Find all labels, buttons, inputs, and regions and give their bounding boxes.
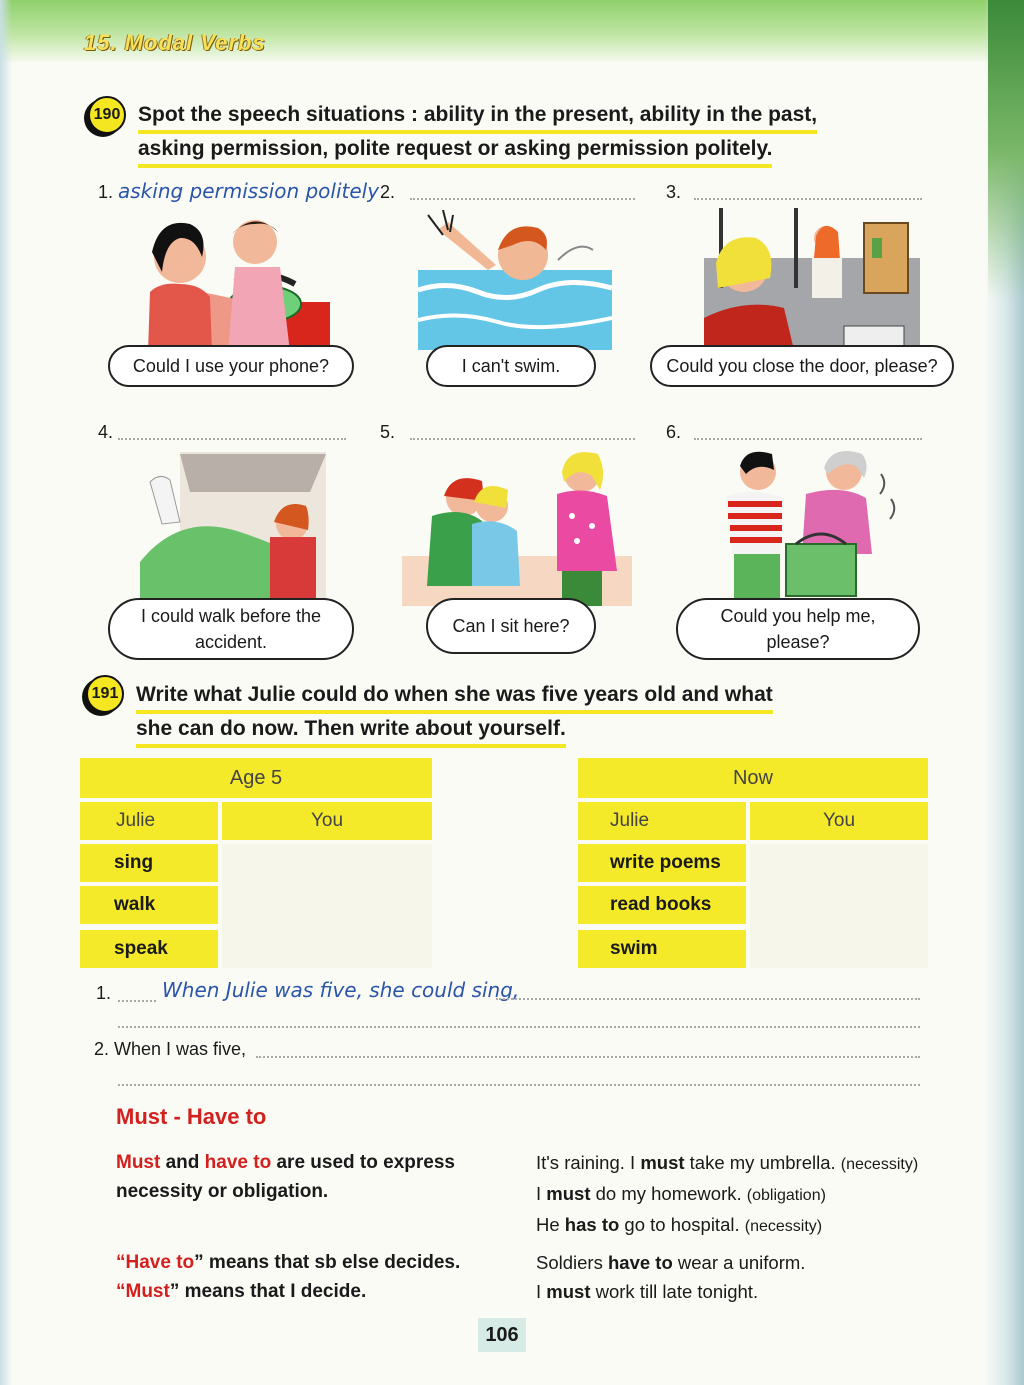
rule3-open-quote: “: [116, 1281, 126, 1302]
page-number: 106: [478, 1318, 526, 1352]
item-6-number: 6.: [666, 422, 682, 442]
age5-you-answer-area[interactable]: [222, 844, 432, 968]
exercise-191-instruction: [136, 680, 773, 748]
example-3-pre: He: [536, 1214, 565, 1235]
age5-row-sing: sing: [80, 844, 218, 882]
sentence-1-second-line[interactable]: [118, 1026, 920, 1028]
example-2-pre: I: [536, 1183, 547, 1204]
item-5-speech-bubble: Can I sit here?: [426, 598, 596, 654]
grammar-examples-2: [536, 1248, 805, 1306]
sentence-1-lead-dots: [118, 1000, 156, 1002]
example-2-post: do my homework.: [590, 1183, 747, 1204]
now-you-answer-area[interactable]: [750, 844, 928, 968]
instruction-line-2: asking permission, polite request or asking permission politely.: [138, 134, 772, 168]
rule2-open-quote: “: [116, 1252, 126, 1273]
item-2-answer-line[interactable]: [410, 198, 635, 200]
example-1-bold: must: [640, 1152, 685, 1173]
page-left-edge: [0, 0, 12, 1385]
item-4-number: 4.: [98, 422, 114, 442]
example-4-post: wear a uniform.: [672, 1252, 806, 1273]
exercise-190-number: 190: [88, 96, 126, 134]
example-4: [536, 1248, 805, 1277]
rule3-must: Must: [125, 1281, 170, 1302]
example-4-pre: Soldiers: [536, 1252, 608, 1273]
age5-col-you: You: [222, 802, 432, 840]
example-1: [536, 1148, 918, 1179]
item-3-speech-bubble: Could you close the door, please?: [650, 345, 954, 387]
sentence-1-number: 1.: [96, 983, 112, 1003]
item-6-bubble-line-2: please?: [766, 632, 830, 652]
item-1-number: 1.: [98, 182, 114, 202]
item-5-number: 5.: [380, 422, 396, 442]
instruction-line-2: she can do now. Then write about yourself.: [136, 714, 566, 748]
picture-1-phone-illustration: [140, 212, 330, 352]
example-5-pre: I: [536, 1281, 547, 1302]
item-2-speech-bubble: I can't swim.: [426, 345, 596, 387]
example-2-bold: must: [546, 1183, 591, 1204]
exercise-191-number: 191: [86, 675, 124, 713]
now-row-swim: swim: [578, 930, 746, 968]
instruction-line-1: Write what Julie could do when she was five years old and what: [136, 680, 773, 714]
picture-5-sitting-illustration: [402, 446, 632, 606]
example-1-pre: It's raining. I: [536, 1152, 641, 1173]
picture-6-help-illustration: [706, 444, 912, 602]
rule2-close-quote: ”: [194, 1252, 204, 1273]
rule3-close-quote: ”: [169, 1281, 180, 1302]
item-4-answer-line[interactable]: [118, 438, 346, 440]
item-6-answer-line[interactable]: [694, 438, 922, 440]
age5-row-walk: walk: [80, 886, 218, 924]
example-4-bold: have to: [607, 1252, 673, 1273]
instruction-line-1: Spot the speech situations : ability in the present, ability in the past,: [138, 100, 817, 134]
age5-col-julie: Julie: [80, 802, 218, 840]
grammar-examples-1: [536, 1148, 918, 1241]
example-5: [536, 1277, 805, 1306]
rule1-and: and: [165, 1152, 200, 1173]
age5-table-title: Age 5: [80, 758, 432, 798]
picture-2-swimming-illustration: [418, 210, 612, 350]
rule1-must: Must: [116, 1152, 161, 1173]
now-row-read-books: read books: [578, 886, 746, 924]
now-col-you: You: [750, 802, 928, 840]
item-1-answer[interactable]: asking permission politely: [118, 179, 380, 203]
age5-row-speak: speak: [80, 930, 218, 968]
sentence-2-second-line[interactable]: [118, 1084, 920, 1086]
grammar-rule-2: [116, 1248, 460, 1277]
page-right-edge-top: [988, 0, 1024, 300]
sentence-1-answer-line[interactable]: [496, 998, 920, 1000]
grammar-rule-3: [116, 1277, 366, 1306]
item-5-answer-line[interactable]: [410, 438, 635, 440]
now-table-title: Now: [578, 758, 928, 798]
item-3-number: 3.: [666, 182, 682, 202]
example-3-post: go to hospital.: [619, 1214, 745, 1235]
exercise-190-instruction: [138, 100, 817, 168]
item-6-bubble-line-1: Could you help me,: [720, 606, 876, 626]
sentence-2-answer-line[interactable]: [256, 1056, 920, 1058]
sentence-2-prompt: 2. When I was five,: [94, 1039, 247, 1059]
item-3-answer-line[interactable]: [694, 198, 922, 200]
now-row-write-poems: write poems: [578, 844, 746, 882]
sentence-1-answer[interactable]: When Julie was five, she could sing,: [162, 978, 520, 1002]
example-3-bold: has to: [564, 1214, 620, 1235]
section-title: 15. Modal Verbs: [84, 30, 266, 55]
example-1-post: take my umbrella.: [684, 1152, 841, 1173]
item-2-number: 2.: [380, 182, 396, 202]
item-4-bubble-line-2: accident.: [194, 632, 268, 652]
grammar-heading: Must - Have to: [116, 1104, 267, 1129]
example-5-post: work till late tonight.: [590, 1281, 759, 1302]
picture-3-office-illustration: [704, 208, 920, 350]
item-4-speech-bubble: [108, 598, 354, 660]
example-3: [536, 1210, 918, 1241]
item-4-bubble-line-1: I could walk before the: [140, 606, 322, 626]
example-2-note: (obligation): [746, 1187, 826, 1204]
rule1-line2: necessity or obligation.: [116, 1181, 329, 1202]
example-3-note: (necessity): [744, 1218, 823, 1235]
example-1-note: (necessity): [840, 1156, 919, 1173]
rule2-have-to: Have to: [125, 1252, 195, 1273]
rule1-have-to: have to: [204, 1152, 272, 1173]
picture-4-hospital-illustration: [140, 452, 326, 602]
example-5-bold: must: [546, 1281, 591, 1302]
example-2: [536, 1179, 918, 1210]
rule3-rest: means that I decide.: [184, 1281, 367, 1302]
rule1-rest: are used to express: [276, 1152, 455, 1173]
rule2-rest: means that sb else decides.: [208, 1252, 461, 1273]
item-6-speech-bubble: [676, 598, 920, 660]
now-col-julie: Julie: [578, 802, 746, 840]
grammar-rule-1: [116, 1148, 455, 1206]
item-1-speech-bubble: Could I use your phone?: [108, 345, 354, 387]
